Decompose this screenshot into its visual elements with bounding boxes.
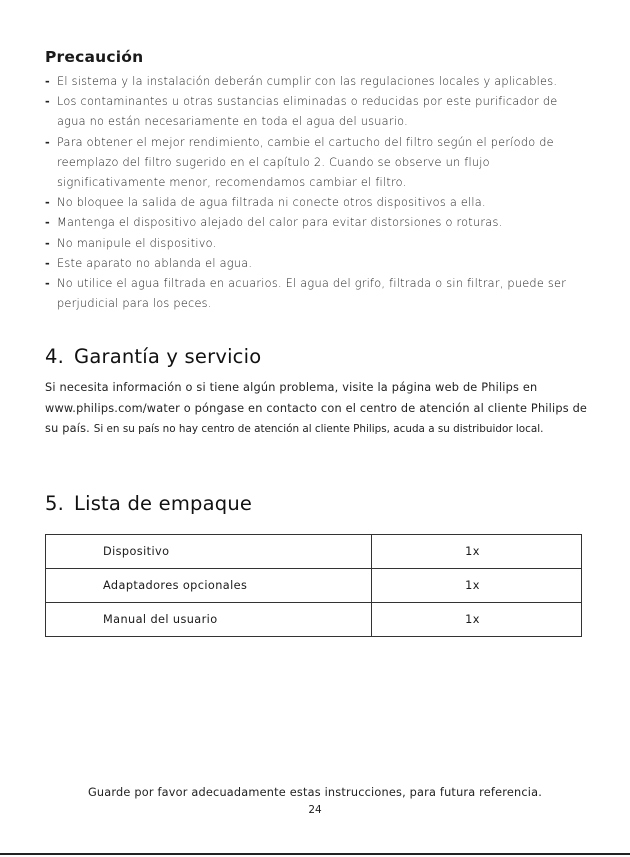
section-title: Lista de empaque xyxy=(74,492,253,515)
list-item: - El sistema y la instalación deberán cumplir con las regulaciones locales y aplicables. xyxy=(45,72,590,92)
page-number: 24 xyxy=(308,804,322,816)
list-item: - No utilice el agua filtrada en acuarios. El agua del grifo, filtrada o sin filtrar, puede ser perjudicial para los peces. xyxy=(45,274,590,314)
packing-table xyxy=(45,534,582,637)
table-row xyxy=(46,535,582,569)
footer-note: Guarde por favor adecuadamente estas instrucciones, para futura referencia. xyxy=(87,786,543,799)
table-cell-item: Dispositivo xyxy=(46,535,372,569)
section-heading-packing xyxy=(45,492,252,515)
list-item: - Para obtener el mejor rendimiento, cambie el cartucho del filtro según el período de reemplazo del filtro sugerido en el capítulo 2. Cuando se observe un flujo significativamente menor, recomendamos cambiar el filtro. xyxy=(45,133,590,194)
warranty-text-secondary: Si en su país no hay centro de atención al cliente Philips, acuda a su distribuidor local. xyxy=(93,423,544,435)
list-item: - No manipule el dispositivo. xyxy=(45,234,590,254)
list-item: - No bloquee la salida de agua filtrada ni conecte otros dispositivos a ella. xyxy=(45,193,590,213)
section-heading-warranty xyxy=(45,345,261,368)
table-cell-item: Manual del usuario xyxy=(46,603,372,637)
warranty-paragraph xyxy=(45,378,590,440)
list-item: - Este aparato no ablanda el agua. xyxy=(45,254,590,274)
section-title: Garantía y servicio xyxy=(74,345,262,368)
table-cell-qty: 1x xyxy=(372,569,582,603)
table-cell-qty: 1x xyxy=(372,535,582,569)
table-row xyxy=(46,569,582,603)
bottom-divider xyxy=(0,853,630,855)
table-cell-item: Adaptadores opcionales xyxy=(46,569,372,603)
list-item: - Mantenga el dispositivo alejado del calor para evitar distorsiones o roturas. xyxy=(45,213,590,233)
caution-list xyxy=(45,72,590,314)
list-item: - Los contaminantes u otras sustancias eliminadas o reducidas por este purificador de agua no están necesariamente en toda el agua del usuario. xyxy=(45,92,590,132)
warranty-text: Si necesita información o si tiene algún problema, visite la página web de Philips en www.philips.com/water o póngase en contacto con el centro de atención al cliente Philips de su país. xyxy=(45,381,588,435)
section-number: 4. xyxy=(45,345,65,368)
table-cell-qty: 1x xyxy=(372,603,582,637)
caution-heading: Precaución xyxy=(45,48,144,66)
section-number: 5. xyxy=(45,492,65,515)
table-row xyxy=(46,603,582,637)
